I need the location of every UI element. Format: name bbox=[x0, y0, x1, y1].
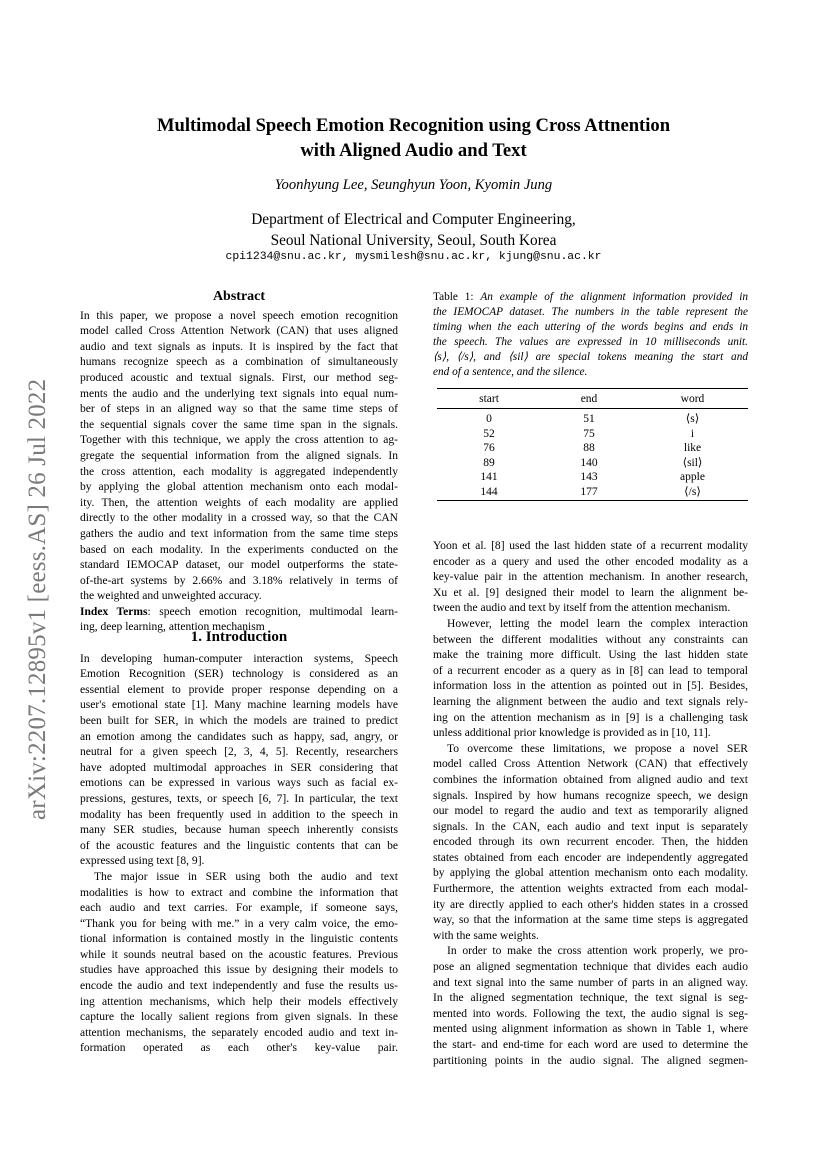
abstract-line: In this paper, we propose a novel speech emotion recognition bbox=[80, 309, 398, 322]
table-caption bbox=[433, 290, 748, 380]
intro-line: been built for SER, in which the models are trained to predict bbox=[80, 714, 398, 727]
body-line: encoded through its own recurrent encoder. Then, the hidden bbox=[433, 836, 748, 849]
abstract-line: directly to the other modality in a crossed way, so that the CAN bbox=[80, 512, 398, 525]
table-cell: apple bbox=[680, 471, 705, 484]
abstract-line: humans recognize speech as a combination of simultaneously bbox=[80, 356, 398, 369]
index-terms-text: : speech emotion recognition, multimodal learn- bbox=[147, 605, 398, 618]
alignment-table bbox=[437, 388, 748, 501]
table-cell: 141 bbox=[480, 471, 498, 484]
table-cell: 76 bbox=[483, 442, 495, 455]
affiliation-line: Seoul National University, Seoul, South Korea bbox=[270, 232, 557, 249]
intro-line: The major issue in SER using both the audio and text bbox=[94, 870, 398, 883]
intro-line: an emotion among the candidates such as happy, sad, angry, or bbox=[80, 730, 398, 743]
abstract-line: Together with this technique, we apply the cross attention to ag- bbox=[80, 434, 398, 447]
body-line: partitioning points in the audio signal. The aligned segmen- bbox=[433, 1054, 748, 1067]
intro-line: essential element to provide proper response depending on a bbox=[80, 683, 398, 696]
introduction-heading: 1. Introduction bbox=[190, 629, 288, 645]
body-line: To overcome these limitations, we propose a novel SER bbox=[447, 742, 748, 755]
arxiv-identifier-sidebar: arXiv:2207.12895v1 [eess.AS] 26 Jul 2022 bbox=[24, 378, 51, 820]
intro-line: user's emotional state [1]. Many machine learning models have bbox=[80, 699, 398, 712]
table-row bbox=[437, 409, 748, 427]
abstract-line: by applying the global attention mechanism onto each modal- bbox=[80, 481, 398, 494]
abstract-line: ments the audio and the underlying text signals into equal num- bbox=[80, 387, 398, 400]
abstract-line: gregate the sequential information from the aligned signals. In bbox=[80, 449, 398, 462]
intro-line: while it sounds neutral based on the acoustic features. Previous bbox=[80, 948, 398, 961]
index-terms-line: ing, deep learning, attention mechanism bbox=[80, 621, 265, 634]
table-header-row bbox=[437, 389, 748, 409]
caption-line: the speech. The values are expressed in 10 milliseconds unit. bbox=[433, 336, 748, 348]
author-emails: cpi1234@snu.ac.kr, mysmilesh@snu.ac.kr, kjung@snu.ac.kr bbox=[225, 251, 602, 263]
table-cell: 177 bbox=[541, 485, 637, 500]
body-line: ing on the attention mechanism as in [9] is a challenging task bbox=[433, 711, 748, 724]
table-header-cell: word bbox=[637, 389, 748, 409]
body-line: with the same weights. bbox=[433, 929, 539, 942]
index-terms-label: Index Terms bbox=[80, 605, 148, 618]
table-cell: 143 bbox=[580, 471, 598, 484]
body-line: our model to regard the audio and text as temporarily aligned bbox=[433, 805, 748, 818]
caption-line: the IEMOCAP dataset. The numbers in the table represent the bbox=[433, 306, 748, 318]
affiliation bbox=[80, 209, 747, 251]
abstract-line: ber of steps in an aligned way so that the same time steps of bbox=[80, 403, 398, 416]
intro-line: pressions, gestures, texts, or speech [6, 7]. In particular, the text bbox=[80, 792, 398, 805]
intro-line: tional information is contained mostly in the linguistic contents bbox=[80, 933, 398, 946]
body-line: Yoon et al. [8] used the last hidden state of a recurrent modality bbox=[433, 540, 748, 552]
table-cell: ⟨/s⟩ bbox=[637, 485, 748, 500]
intro-line: capture the locally salient regions from given signals. In these bbox=[80, 1011, 398, 1024]
body-line: states obtained from each encoder are independently aggregated bbox=[433, 851, 748, 864]
table-header-cell: start bbox=[437, 389, 541, 409]
body-line: by applying the global attention mechanism onto each modality. bbox=[433, 867, 748, 880]
caption-line: ⟨s⟩, ⟨/s⟩, and ⟨sil⟩ are special tokens meaning the start and bbox=[433, 351, 748, 363]
intro-line: formation operated as each other's key-value pair. bbox=[80, 1042, 398, 1055]
abstract-line: gathers the audio and text information from the same time steps bbox=[80, 527, 398, 540]
intro-line: ing attention mechanisms, which help their models effectively bbox=[80, 995, 398, 1008]
caption-line: end of a sentence, and the silence. bbox=[433, 366, 588, 378]
affiliation-line: Department of Electrical and Computer Engineering, bbox=[251, 211, 576, 228]
table-cell: 75 bbox=[583, 427, 595, 440]
body-line: between the different modalities without any constraints can bbox=[433, 633, 748, 646]
intro-line: Emotion Recognition (SER) technology is considered as an bbox=[80, 668, 398, 681]
introduction-paragraph-2 bbox=[80, 870, 398, 1057]
body-line: key-value pair in the attention mechanism. In another research, bbox=[433, 571, 748, 584]
abstract-heading: Abstract bbox=[212, 289, 266, 304]
table-header-cell: end bbox=[541, 389, 637, 409]
table-row bbox=[437, 456, 748, 471]
abstract-line: produced acoustic and textual signals. First, our method seg- bbox=[80, 371, 398, 384]
intro-line: many SER studies, because human speech inherently consists bbox=[80, 824, 398, 837]
caption-line: timing when the each uttering of the words begins and ends in bbox=[433, 321, 748, 333]
table-cell: 140 bbox=[580, 456, 598, 469]
body-paragraph bbox=[433, 617, 748, 742]
table-row bbox=[437, 427, 748, 442]
intro-line: expressed using text [8, 9]. bbox=[80, 855, 205, 868]
abstract-line: ity. Then, the attention weights of each modality are applied bbox=[80, 496, 398, 509]
body-line: of a recurrent encoder as a query as in [8] can lead to temporal bbox=[433, 664, 748, 677]
abstract-line: of-the-art systems by 2.66% and 3.18% relatively in terms of bbox=[80, 574, 398, 587]
body-line: signals. Inspired by how humans recognize speech, we design bbox=[433, 789, 748, 802]
body-line: unless additional prior knowledge is provided as in [10, 11]. bbox=[433, 727, 711, 740]
body-line: pose an aligned segmentation technique that divides each audio bbox=[433, 961, 748, 974]
table-cell: 0 bbox=[486, 413, 492, 425]
table-cell: 52 bbox=[483, 427, 495, 440]
intro-line: attention mechanisms, the separately encoded audio and text in- bbox=[80, 1026, 398, 1039]
body-line: Furthermore, the attention weights extracted from each modal- bbox=[433, 883, 748, 896]
table-cell: 51 bbox=[583, 413, 595, 425]
table-cell: ⟨s⟩ bbox=[685, 413, 700, 425]
body-line: ity are directly applied to each other's hidden states in a crossed bbox=[433, 898, 748, 911]
authors: Yoonhyung Lee, Seunghyun Yoon, Kyomin Jung bbox=[274, 177, 553, 193]
body-paragraph bbox=[433, 539, 748, 617]
paper-title bbox=[80, 113, 747, 163]
table-row bbox=[437, 470, 748, 485]
body-paragraph bbox=[433, 944, 748, 1069]
caption-label: Table 1: bbox=[433, 291, 481, 303]
caption-line bbox=[433, 290, 748, 305]
body-line: In the aligned segmentation technique, the text signal is seg- bbox=[433, 992, 748, 1005]
intro-line: emotions can be expressed in various ways such as facial ex- bbox=[80, 777, 398, 790]
intro-line: In developing human-computer interaction systems, Speech bbox=[80, 652, 398, 665]
abstract-line: standard IEMOCAP dataset, our model outperforms the state- bbox=[80, 559, 398, 572]
intro-line: have adopted multimodal approaches in SER considering that bbox=[80, 761, 398, 774]
body-line: information loss in the attention as pointed out in [5]. Besides, bbox=[433, 680, 748, 693]
abstract-line: the weighted and unweighted accuracy. bbox=[80, 590, 262, 603]
body-line: However, letting the model learn the complex interaction bbox=[447, 617, 748, 630]
body-paragraph bbox=[433, 742, 748, 945]
abstract-line: based on each modality. In the experiments conducted on the bbox=[80, 543, 398, 556]
body-line: and text signal into the same number of parts in an aligned way. bbox=[433, 976, 748, 989]
abstract-section bbox=[80, 289, 398, 636]
table-cell: like bbox=[683, 442, 702, 455]
table-row bbox=[437, 485, 748, 500]
body-line: make the training more difficult. Using the last hidden state bbox=[433, 649, 748, 662]
introduction-paragraph-1 bbox=[80, 652, 398, 870]
abstract-line: audio and text signals as inputs. It is inspired by the fact that bbox=[80, 340, 398, 353]
body-line: Xu et al. [9] designed their model to learn the alignment be- bbox=[433, 586, 748, 599]
body-line: way, so that the information at the same time steps is aggregated bbox=[433, 914, 748, 927]
abstract-line: model called Cross Attention Network (CAN) that uses aligned bbox=[80, 325, 398, 338]
table-cell: 89 bbox=[483, 456, 495, 469]
body-line: tween the audio and text by itself from the attention mechanism. bbox=[433, 602, 731, 615]
abstract-body bbox=[80, 309, 398, 605]
table-cell: i bbox=[690, 427, 695, 440]
body-line: signals. In the CAN, each audio and text input is separately bbox=[433, 820, 748, 833]
table-cell: ⟨sil⟩ bbox=[682, 456, 703, 469]
body-line: mented into words. Following the text, the audio signal is seg- bbox=[433, 1007, 748, 1020]
abstract-line: the sequential signals cover the same time span in the signals. bbox=[80, 418, 398, 431]
body-line: In order to make the cross attention work properly, we pro- bbox=[447, 945, 748, 958]
index-terms-line bbox=[80, 605, 398, 621]
table-row bbox=[437, 441, 748, 456]
intro-line: encode the audio and text independently and fuse the results us- bbox=[80, 980, 398, 993]
intro-line: neutral for a given speech [2, 3, 4, 5]. Recently, researchers bbox=[80, 746, 398, 759]
table-cell: 144 bbox=[437, 485, 541, 500]
introduction-section bbox=[80, 630, 398, 1057]
intro-line: studies have approached this issue by designing their models to bbox=[80, 964, 398, 977]
body-line: learning the alignment between the audio and text signals rely- bbox=[433, 695, 748, 708]
intro-line: modalities is how to extract and combine the information that bbox=[80, 886, 398, 899]
table-body bbox=[437, 409, 748, 501]
right-column-body bbox=[433, 539, 748, 1069]
intro-line: of the acoustic features and the linguistic contents that can be bbox=[80, 839, 398, 852]
table-cell: 88 bbox=[583, 442, 595, 455]
caption-text: An example of the alignment information provided in bbox=[480, 291, 748, 303]
intro-line: modality has been frequently used in addition to the speech in bbox=[80, 808, 398, 821]
title-line: with Aligned Audio and Text bbox=[300, 140, 527, 161]
intro-line: each audio and text carries. For example, if someone says, bbox=[80, 902, 398, 915]
intro-line: “Thank you for being with me.” in a very calm voice, the emo- bbox=[80, 917, 398, 930]
body-line: mented using alignment information as shown in Table 1, where bbox=[433, 1023, 748, 1036]
abstract-line: the cross attention, each modality is aggregated independently bbox=[80, 465, 398, 478]
body-line: combines the information obtained from aligned audio and text bbox=[433, 773, 748, 786]
body-line: encoder as a query and used the other encoded modality as a bbox=[433, 555, 748, 568]
caption-rest bbox=[433, 305, 748, 380]
body-line: model called Cross Attention Network (CAN) that effectively bbox=[433, 758, 748, 771]
title-line: Multimodal Speech Emotion Recognition using Cross Attnention bbox=[156, 115, 671, 136]
body-line: the start- and end-time for each word are used to determine the bbox=[433, 1039, 748, 1051]
